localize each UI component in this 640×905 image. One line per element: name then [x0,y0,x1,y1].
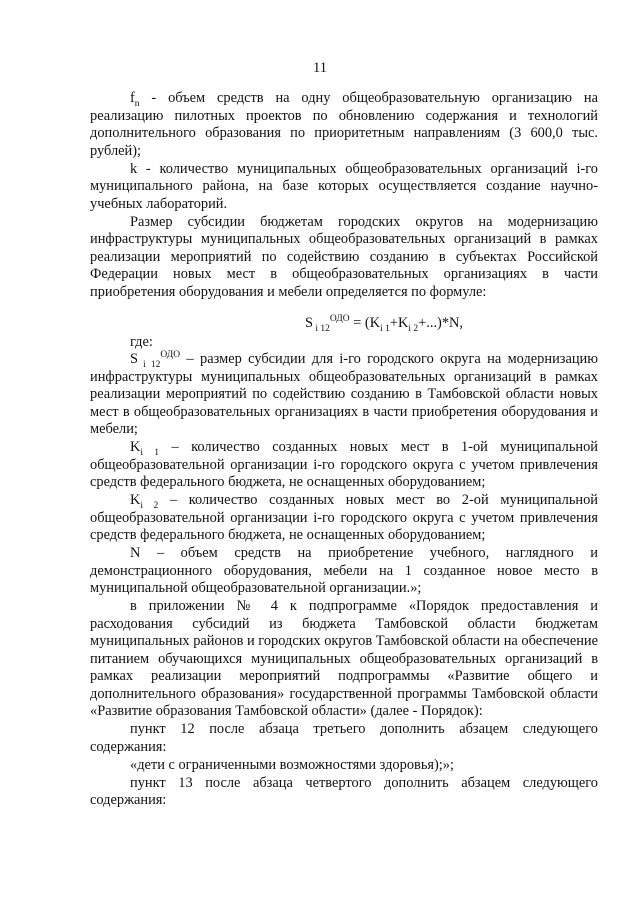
formula: S $_{i 12}^{ОДО} = (K_{i 1}+K_{i 2}+...)*N$, [304,314,464,334]
where-label: где: [130,333,153,350]
paragraph-point-12: пункт 12 после абзаца третьего дополнить абзацем следующего содержания: [90,721,598,755]
paragraph-k1-definition: $K_{i 1}$ – количество созданных новых мест в 1-ой муниципальной общеобразовательной организации i-го городского округа с учетом привлечения средств федерального бюджета, не оснащенных оборудованием; [90,439,598,490]
paragraph-n-definition: N – объем средств на приобретение учебного, наглядного и демонстрационного оборудования, мебели на 1 созданное новое место в муниципальной общеобразовательной организации.»; [90,545,598,596]
paragraph-quote: «дети с ограниченными возможностями здоровья);»; [130,756,454,773]
paragraph-fn-definition [90,90,598,160]
document-body [90,90,598,810]
fn-symbol: f [130,90,135,106]
fn-definition-text: - объем средств на одну общеобразовательную организацию на реализацию пилотных проектов по обновлению содержания и технологий дополнительного образования по приоритетным направлениям (3 600,0 тыс. рублей); [90,90,598,159]
paragraph-k2-definition: $K_{i 2}$ – количество созданных новых мест во 2-ой муниципальной общеобразовательной организации i-го городского округа с учетом привлечения средств федерального бюджета, не оснащенных оборудованием; [90,492,599,543]
paragraph-subsidy-size: Размер субсидии бюджетам городских округов на модернизацию инфраструктуры муниципальных общеобразовательных организаций в рамках реализации мероприятий по содействию созданию в субъектах Российской Федерации новых мест в общеобразовательных организациях в части приобретения оборудования и мебели определяется по формуле: [90,213,598,300]
paragraph-appendix-4: в приложении № 4 к подпрограмме «Порядок предоставления и расходования субсидий из бюджета Тамбовской области бюджетам муниципальных районов и городских округов Тамбовской области на обеспечение питанием обучающихся муниципальных общеобразовательных организаций в рамках реализации мероприятий подпрограммы «Развитие общего и дополнительного образования» государственной программы Тамбовской области «Развитие образования Тамбовской области» (далее - Порядок): [90,598,599,719]
paragraph-s-definition: S $_{i 12}^{ОДО}$ – размер субсидии для i-го городского округа на модернизацию инфраструктуры муниципальных общеобразовательных организаций в рамках реализации мероприятий по содействию созданию в Тамбовской области новых мест в общеобразовательных организациях в части приобретения оборудования и мебели; [90,350,598,437]
paragraph-k-definition: k - количество муниципальных общеобразовательных организаций i-го муниципального района, на базе которых осуществляется создание научно-учебных лабораторий. [90,160,598,212]
page-number: 11 [313,60,327,76]
fn-subscript: n [134,98,140,109]
paragraph-point-13: пункт 13 после абзаца четвертого дополнить абзацем следующего содержания: [90,774,598,808]
